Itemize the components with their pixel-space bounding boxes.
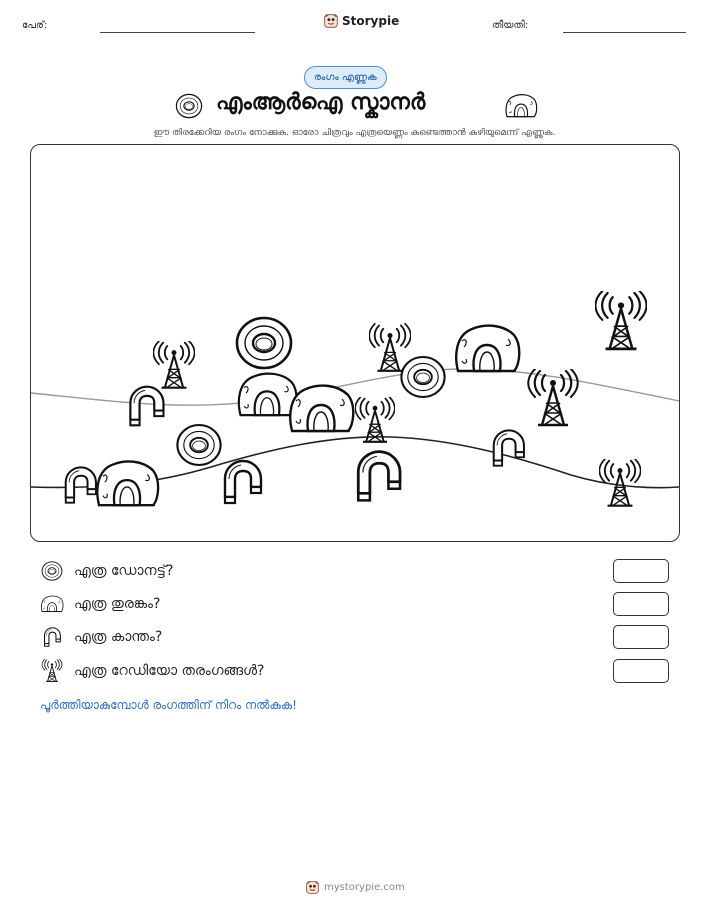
tunnel <box>290 386 353 431</box>
radio-tower <box>599 459 640 506</box>
answer-box-radio[interactable] <box>613 659 669 683</box>
activity-badge: രംഗം എണ്ണുക <box>304 66 387 89</box>
instructions: ഈ തിരക്കേറിയ രംഗം നോക്കുക. ഓരോ ചിത്രവും എത്രയെണ്ണം കണ്ടെത്താൻ കഴിയുമെന്ന് എണ്ണുക. <box>153 128 556 138</box>
name-field-line[interactable] <box>100 32 255 33</box>
answer-box-donut[interactable] <box>613 559 669 583</box>
magnet <box>494 430 524 465</box>
donut <box>177 425 220 465</box>
tunnel-icon <box>504 92 538 120</box>
question-text: എത്ര റേഡിയോ തരംഗങ്ങൾ? <box>74 663 265 679</box>
radio-tower-icon <box>40 659 64 683</box>
date-label: തീയതി: <box>492 20 529 31</box>
donut <box>237 318 291 368</box>
question-text: എത്ര കാന്തം? <box>74 629 163 645</box>
tunnel <box>456 326 519 371</box>
tunnel <box>97 461 158 505</box>
storypie-logo-icon <box>306 881 319 894</box>
storypie-logo-icon <box>324 14 338 28</box>
question-row-donut <box>40 560 173 582</box>
question-text: എത്ര തുരങ്കം? <box>74 596 161 612</box>
radio-tower <box>369 324 411 371</box>
radio-tower <box>595 291 646 349</box>
magnet-icon <box>40 626 64 648</box>
tunnel <box>239 374 297 415</box>
magnet <box>66 467 96 502</box>
magnet <box>130 387 163 426</box>
coloring-note: പൂർത്തിയാകുമ്പോൾ രംഗത്തിന് നിറം നൽകുക! <box>40 698 297 712</box>
radio-tower <box>528 369 578 425</box>
donut-icon <box>40 560 64 582</box>
question-row-magnet <box>40 626 162 648</box>
name-label: പേര്: <box>22 20 48 31</box>
brand-name: Storypie <box>342 14 400 28</box>
scene-panel <box>30 144 680 542</box>
page-title: എംആർഐ സ്കാനർ <box>216 90 426 115</box>
date-field-line[interactable] <box>563 32 686 33</box>
question-row-tunnel <box>40 593 160 615</box>
back-hill-line <box>31 369 679 405</box>
question-row-radio <box>40 659 265 683</box>
magnet <box>225 461 261 503</box>
donut-icon <box>174 92 204 120</box>
scene-illustration <box>31 145 679 541</box>
radio-tower <box>153 341 194 388</box>
answer-box-magnet[interactable] <box>613 625 669 649</box>
site-url[interactable]: mystorypie.com <box>324 882 405 893</box>
brand-logo <box>324 14 399 28</box>
answer-box-tunnel[interactable] <box>613 592 669 616</box>
tunnel-icon <box>40 593 64 615</box>
question-text: എത്ര ഡോനട്ട്? <box>74 563 174 579</box>
radio-tower <box>355 397 395 442</box>
donut <box>401 357 444 397</box>
site-footer <box>306 881 405 894</box>
magnet <box>358 452 400 501</box>
